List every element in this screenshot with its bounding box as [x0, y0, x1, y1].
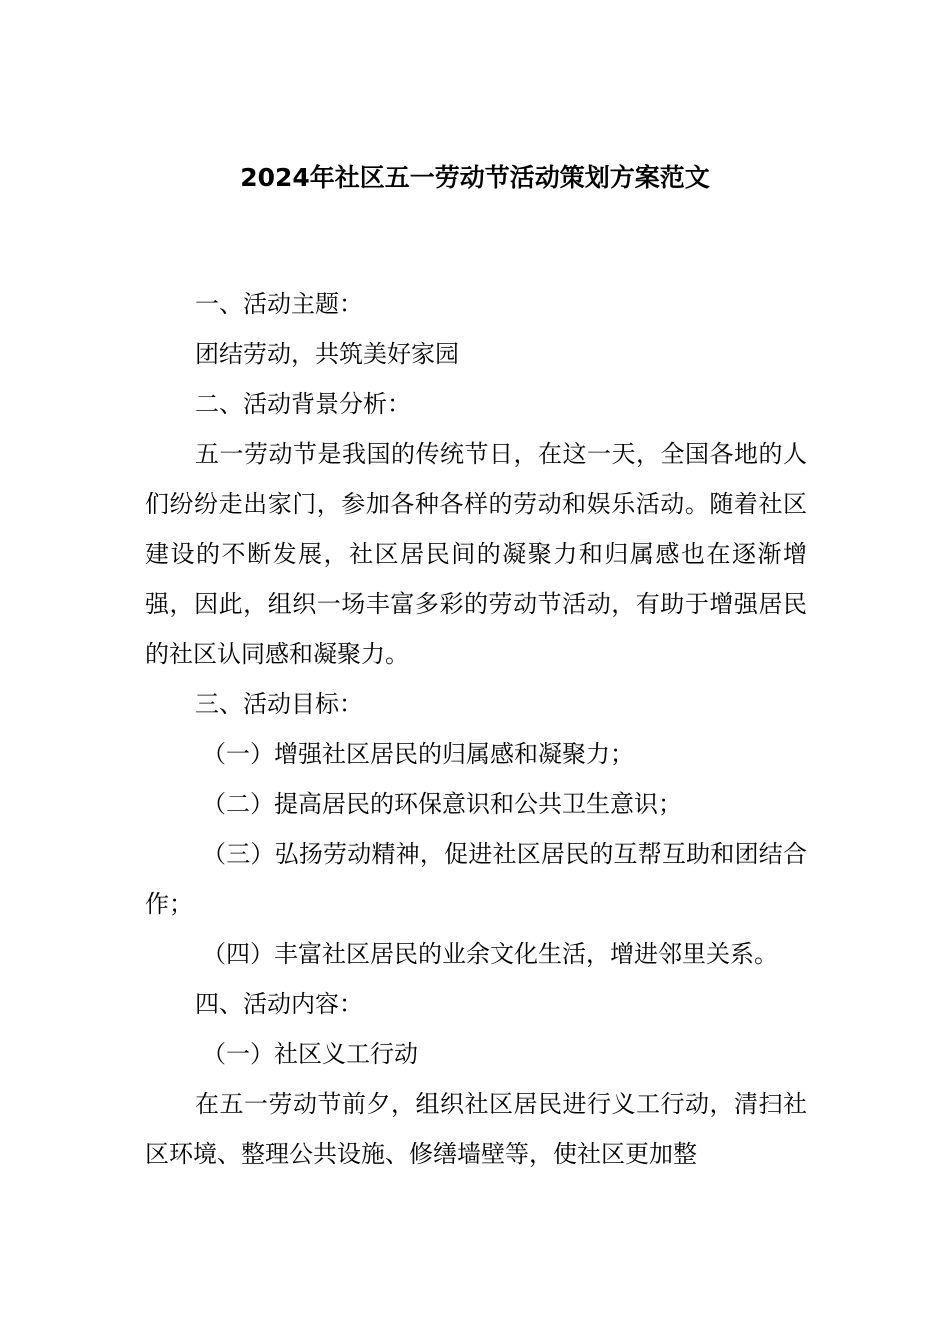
- heading-activity-content: 四、活动内容：: [195, 990, 363, 1018]
- content-subheading-volunteer: （一）社区义工行动: [202, 1040, 418, 1068]
- background-analysis-text: 五一劳动节是我国的传统节日，在这一天，全国各地的人们纷纷走出家门，参加各种各样的劳动和娱乐活动。随着社区建设的不断发展，社区居民间的凝聚力和归属感也在逐渐增强，因此，组织一场丰富多彩的劳动节活动，有助于增强居民的社区认同感和凝聚力。: [145, 440, 807, 668]
- document-body: [145, 279, 807, 1179]
- goal-item-1: （一）增强社区居民的归属感和凝聚力；: [202, 740, 634, 768]
- heading-background-analysis: 二、活动背景分析：: [195, 390, 411, 418]
- volunteer-action-text: 在五一劳动节前夕，组织社区居民进行义工行动，清扫社区环境、整理公共设施、修缮墙壁等，使社区更加整: [145, 1090, 807, 1168]
- goal-item-4: （四）丰富社区居民的业余文化生活，增进邻里关系。: [202, 940, 778, 968]
- goal-item-3: （三）弘扬劳动精神，促进社区居民的互帮互助和团结合作；: [145, 840, 807, 918]
- heading-activity-theme: 一、活动主题：: [195, 290, 363, 318]
- activity-theme-text: 团结劳动，共筑美好家园: [195, 340, 459, 368]
- heading-activity-goals: 三、活动目标：: [195, 690, 363, 718]
- document-title: 2024年社区五一劳动节活动策划方案范文: [240, 163, 710, 192]
- goal-item-2: （二）提高居民的环保意识和公共卫生意识；: [202, 790, 682, 818]
